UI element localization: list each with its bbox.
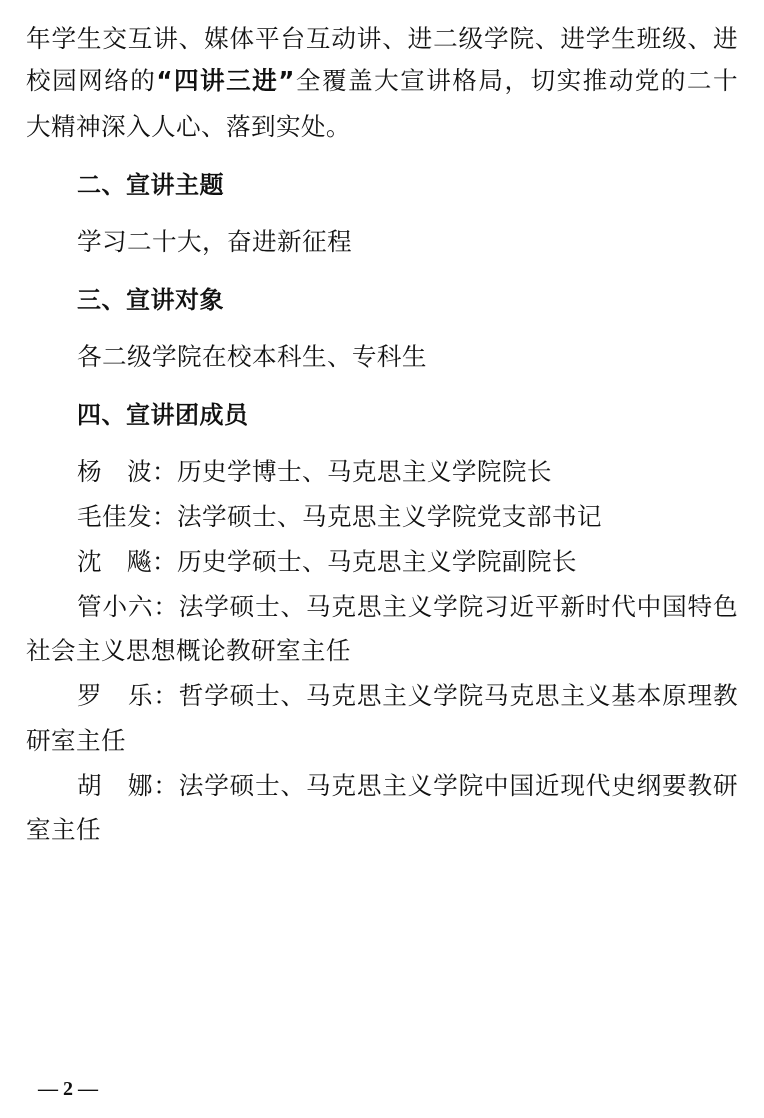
member-line: 管小六：法学硕士、马克思主义学院习近平新时代中国特色 [77,592,738,621]
intro-line-2 [26,66,738,96]
section-heading-members: 四、宣讲团成员 [77,401,249,429]
section-heading-theme: 二、宣讲主题 [77,171,224,199]
intro-line-3: 大精神深入人心、落到实处。 [26,112,351,141]
intro-line-2-pre: 校园网络的 [26,66,157,95]
member-line-continuation: 室主任 [26,815,101,844]
intro-line-1: 年学生交互讲、媒体平台互动讲、进二级学院、进学生班级、进 [26,24,738,53]
page-number: — 2 — [38,1078,98,1100]
member-line: 杨 波：历史学博士、马克思主义学院院长 [77,457,552,486]
member-line-continuation: 社会主义思想概论教研室主任 [26,636,351,665]
four-lectures-three-entries-quote: “四讲三进” [156,66,295,95]
member-line: 胡 娜：法学硕士、马克思主义学院中国近现代史纲要教研 [77,771,738,800]
member-line: 沈 飚：历史学硕士、马克思主义学院副院长 [77,547,577,576]
theme-text: 学习二十大，奋进新征程 [77,227,352,256]
intro-line-2-post: 全覆盖大宣讲格局，切实推动党的二十 [294,66,738,95]
section-heading-audience: 三、宣讲对象 [77,286,224,314]
member-line: 毛佳发：法学硕士、马克思主义学院党支部书记 [77,502,602,531]
member-line: 罗 乐：哲学硕士、马克思主义学院马克思主义基本原理教 [77,681,738,710]
member-line-continuation: 研室主任 [26,726,126,755]
audience-text: 各二级学院在校本科生、专科生 [77,342,427,371]
